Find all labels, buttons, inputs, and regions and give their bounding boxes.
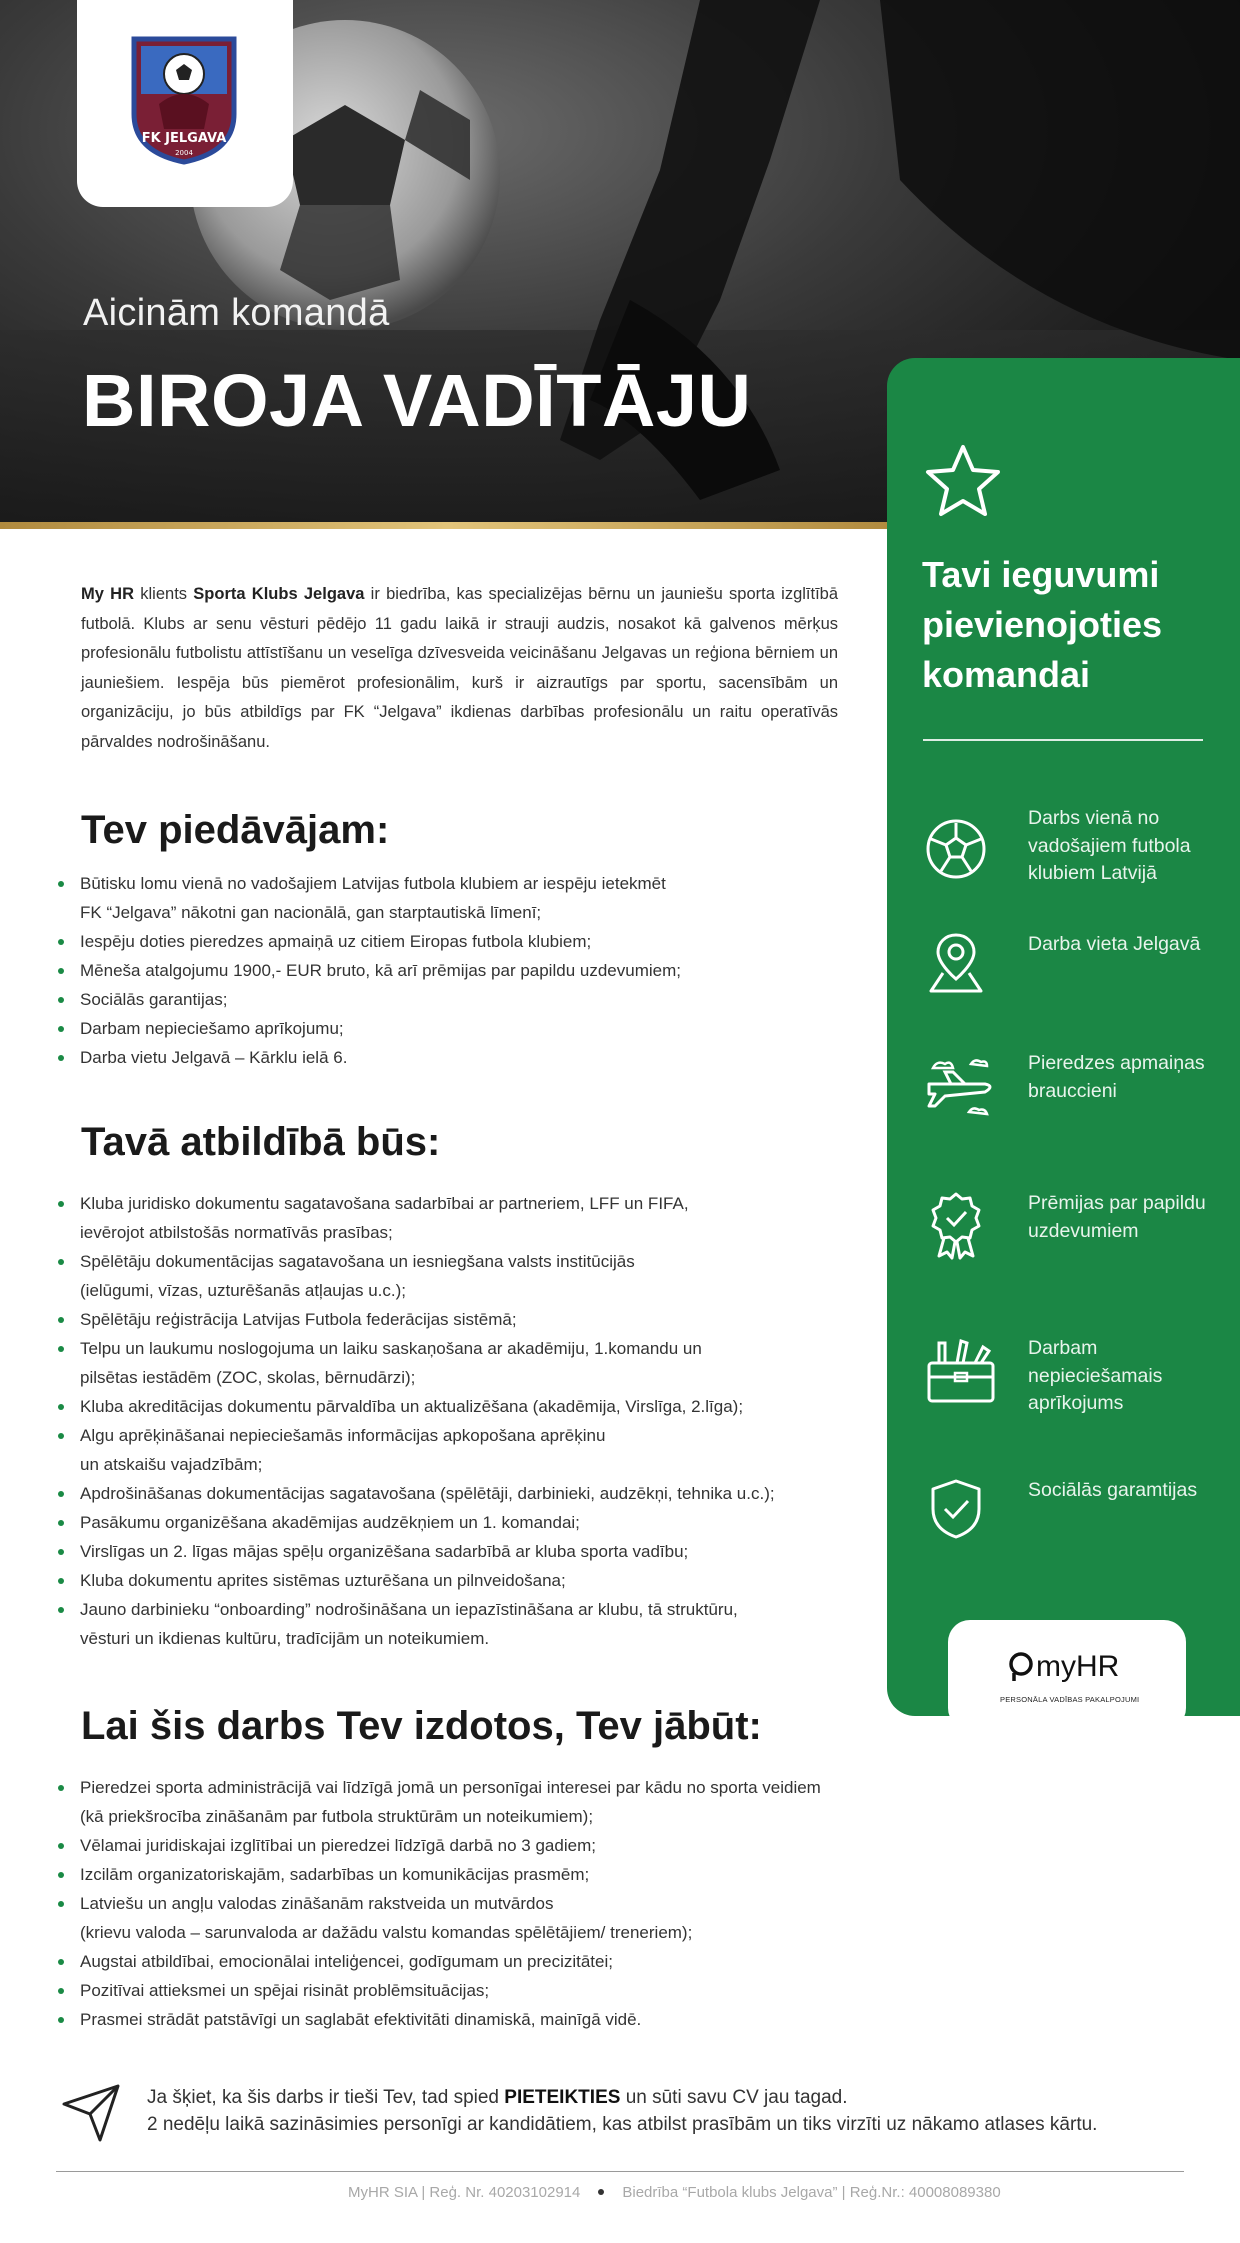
hero-title: BIROJA VADĪTĀJU bbox=[82, 359, 752, 442]
list-item-line: (kā priekšrocība zināšanām par futbola struktūrām un noteikumiem); bbox=[80, 1807, 594, 1826]
list-item bbox=[58, 1392, 775, 1421]
award-badge-icon bbox=[925, 1190, 987, 1260]
list-item bbox=[58, 1947, 821, 1976]
map-pin-icon bbox=[925, 931, 987, 995]
cta-text: un sūti savu CV jau tagad. bbox=[620, 2087, 848, 2108]
list-item bbox=[58, 927, 681, 956]
list-item-line: pilsētas iestādēm (ZOC, skolas, bērnudārzi); bbox=[80, 1368, 416, 1387]
list-item-line: Vēlamai juridiskajai izglītībai un pieredzei līdzīgā darbā no 3 gadiem; bbox=[80, 1836, 596, 1855]
list-item-line: Apdrošināšanas dokumentācijas sagatavošana (spēlētāji, darbinieki, audzēkņi, tehnika u.c.); bbox=[80, 1484, 775, 1503]
toolbox-icon bbox=[925, 1335, 997, 1405]
list-item-line: Darba vietu Jelgavā – Kārklu ielā 6. bbox=[80, 1048, 348, 1067]
list-item bbox=[58, 1247, 775, 1305]
list-item-line: (ielūgumi, vīzas, uzturēšanās atļaujas u.c.); bbox=[80, 1281, 406, 1300]
call-to-action bbox=[147, 2084, 1097, 2138]
list-item-line: Kluba dokumentu aprites sistēmas uzturēšana un pilnveidošana; bbox=[80, 1571, 566, 1590]
list-item-line: Pozitīvai attieksmei un spējai risināt problēmsituācijas; bbox=[80, 1981, 490, 2000]
list-item-line: Virslīgas un 2. līgas mājas spēļu organizēšana sadarbībā ar kluba sporta vadību; bbox=[80, 1542, 689, 1561]
svg-text:FK JELGAVA: FK JELGAVA bbox=[141, 131, 227, 146]
list-item bbox=[58, 985, 681, 1014]
list-item bbox=[58, 2005, 821, 2034]
list-item-line: Jauno darbinieku “onboarding” nodrošināšana un iepazīstināšana ar klubu, tā struktūru, bbox=[80, 1600, 738, 1619]
list-item bbox=[58, 1189, 775, 1247]
list-item bbox=[58, 956, 681, 985]
offer-list bbox=[58, 869, 681, 1072]
myhr-logo-text: myHR bbox=[1036, 1650, 1120, 1683]
benefit-text: Darba vieta Jelgavā bbox=[1028, 933, 1201, 955]
list-item bbox=[58, 1860, 821, 1889]
requirements-heading: Lai šis darbs Tev izdotos, Tev jābūt: bbox=[81, 1704, 762, 1748]
intro-paragraph bbox=[81, 580, 838, 757]
intro-client: Sporta Klubs Jelgava bbox=[193, 585, 365, 603]
list-item bbox=[58, 1889, 821, 1947]
list-item-line: Latviešu un angļu valodas zināšanām rakstveida un mutvārdos bbox=[80, 1894, 554, 1913]
list-item bbox=[58, 1976, 821, 2005]
list-item-line: Spēlētāju reģistrācija Latvijas Futbola federācijas sistēmā; bbox=[80, 1310, 517, 1329]
svg-text:2004: 2004 bbox=[175, 149, 193, 157]
send-paper-plane-icon bbox=[60, 2082, 122, 2144]
star-icon bbox=[924, 443, 1002, 519]
list-item-line: Pieredzei sporta administrācijā vai līdzīgā jomā un personīgai interesei par kādu no sporta veidiem bbox=[80, 1778, 821, 1797]
list-item bbox=[58, 1537, 775, 1566]
list-item-line: Izcilām organizatoriskajām, sadarbības un komunikācijas prasmēm; bbox=[80, 1865, 590, 1884]
cta-followup: 2 nedēļu laikā sazināsimies personīgi ar kandidātiem, kas atbilst prasībām un tiks virzīti uz nākamo atlases kārtu. bbox=[147, 2114, 1098, 2135]
list-item-line: Prasmei strādāt patstāvīgi un saglabāt efektivitāti dinamiskā, mainīgā vidē. bbox=[80, 2010, 642, 2029]
benefit-text: Darbam nepieciešamais aprīkojums bbox=[1028, 1337, 1163, 1414]
benefit-text: Prēmijas par papildu uzdevumiem bbox=[1028, 1192, 1206, 1242]
footer-separator bbox=[598, 2189, 604, 2195]
offer-heading: Tev piedāvājam: bbox=[81, 808, 390, 852]
list-item bbox=[58, 1043, 681, 1072]
gold-divider bbox=[0, 522, 895, 529]
myhr-logo bbox=[1006, 1650, 1119, 1684]
list-item bbox=[58, 1831, 821, 1860]
list-item-line: un atskaišu vajadzībām; bbox=[80, 1455, 263, 1474]
footer-club-reg: Biedrība “Futbola klubs Jelgava” | Reģ.Nr.: 40008089380 bbox=[622, 2184, 1001, 2201]
list-item-line: Algu aprēķināšanai nepieciešamās informācijas apkopošana aprēķinu bbox=[80, 1426, 606, 1445]
intro-brand: My HR bbox=[81, 585, 135, 603]
duties-list bbox=[58, 1189, 775, 1653]
list-item bbox=[58, 869, 681, 927]
intro-text: klients bbox=[134, 585, 194, 603]
list-item-line: Telpu un laukumu noslogojuma un laiku saskaņošana ar akadēmiju, 1.komandu un bbox=[80, 1339, 702, 1358]
requirements-list bbox=[58, 1773, 821, 2034]
cta-text: Ja šķiet, ka šis darbs ir tieši Tev, tad spied bbox=[147, 2087, 505, 2108]
benefits-heading: Tavi ieguvumi pievienojoties komandai bbox=[922, 554, 1163, 695]
list-item-line: vēsturi un ikdienas kultūru, tradīcijām un noteikumiem. bbox=[80, 1629, 490, 1648]
footer-myhr-reg: MyHR SIA | Reģ. Nr. 40203102914 bbox=[348, 2184, 581, 2201]
list-item-line: Būtisku lomu vienā no vadošajiem Latvijas futbola klubiem ar iespēju ietekmēt bbox=[80, 874, 666, 893]
footer-divider bbox=[56, 2171, 1184, 2172]
intro-text: ir biedrība, kas specializējas bērnu un jauniešu sporta izglītībā futbolā. Klubs ar senu vēsturi pēdējo 11 gadu laikā ir strauji audzis, nosakot kā galvenos mērķus profesionālu futbolistu attīstīšanu un veselīga dzīvesveida veicināšanu Jelgavas un reģiona bērniem un jauniešiem. Iespēja būs piemērot profesionālim, kurš ir aizrautīgs par sportu, sacensībām un organizāciju, jo būs atbildīgs par FK “Jelgava” ikdienas darbības profesionālu un raitu operatīvās pārvaldes nodrošināšanu. bbox=[81, 585, 839, 751]
list-item bbox=[58, 1421, 775, 1479]
list-item-line: Kluba akreditācijas dokumentu pārvaldība un aktualizēšana (akadēmija, Virslīga, 2.līga); bbox=[80, 1397, 744, 1416]
list-item-line: (krievu valoda – sarunvaloda ar dažādu valstu komandas spēlētājiem/ treneriem); bbox=[80, 1923, 693, 1942]
list-item-line: FK “Jelgava” nākotni gan nacionālā, gan starptautiskā līmenī; bbox=[80, 903, 542, 922]
list-item bbox=[58, 1595, 775, 1653]
list-item-line: Sociālās garantijas; bbox=[80, 990, 228, 1009]
shield-check-icon bbox=[925, 1477, 987, 1541]
list-item bbox=[58, 1479, 775, 1508]
benefits-panel bbox=[887, 358, 1240, 1716]
list-item bbox=[58, 1773, 821, 1831]
benefit-text: Sociālās garamtijas bbox=[1028, 1479, 1198, 1501]
myhr-logo-mark-icon bbox=[1006, 1651, 1036, 1681]
list-item bbox=[58, 1508, 775, 1537]
panel-divider bbox=[923, 739, 1203, 741]
soccer-ball-icon bbox=[925, 818, 987, 880]
list-item-line: Kluba juridisko dokumentu sagatavošana sadarbībai ar partneriem, LFF un FIFA, bbox=[80, 1194, 689, 1213]
benefit-text: Darbs vienā no vadošajiem futbola klubiem Latvijā bbox=[1028, 807, 1191, 884]
list-item bbox=[58, 1566, 775, 1595]
list-item-line: Iespēju doties pieredzes apmaiņā uz citiem Eiropas futbola klubiem; bbox=[80, 932, 592, 951]
airplane-icon bbox=[925, 1054, 997, 1118]
footer bbox=[348, 2184, 1001, 2201]
list-item-line: Augstai atbildībai, emocionālai inteliģencei, godīgumam un precizitātei; bbox=[80, 1952, 613, 1971]
list-item bbox=[58, 1014, 681, 1043]
list-item-line: Mēneša atalgojumu 1900,- EUR bruto, kā arī prēmijas par papildu uzdevumiem; bbox=[80, 961, 681, 980]
fk-jelgava-crest-icon bbox=[129, 34, 239, 166]
myhr-tagline: PERSONĀLA VADĪBAS PAKALPOJUMI bbox=[1000, 1695, 1140, 1704]
myhr-brand-card bbox=[948, 1620, 1186, 1730]
club-logo-card bbox=[77, 0, 293, 207]
apply-keyword: PIETEIKTIES bbox=[504, 2087, 621, 2108]
list-item bbox=[58, 1334, 775, 1392]
benefit-text: Pieredzes apmaiņas brauccieni bbox=[1028, 1052, 1205, 1102]
duties-heading: Tavā atbildībā būs: bbox=[81, 1120, 441, 1164]
list-item-line: Spēlētāju dokumentācijas sagatavošana un iesniegšana valsts institūcijās bbox=[80, 1252, 635, 1271]
list-item bbox=[58, 1305, 775, 1334]
list-item-line: ievērojot atbilstošās normatīvās prasības; bbox=[80, 1223, 393, 1242]
list-item-line: Darbam nepieciešamo aprīkojumu; bbox=[80, 1019, 344, 1038]
list-item-line: Pasākumu organizēšana akadēmijas audzēkņiem un 1. komandai; bbox=[80, 1513, 580, 1532]
hero-subtitle: Aicinām komandā bbox=[83, 292, 390, 334]
